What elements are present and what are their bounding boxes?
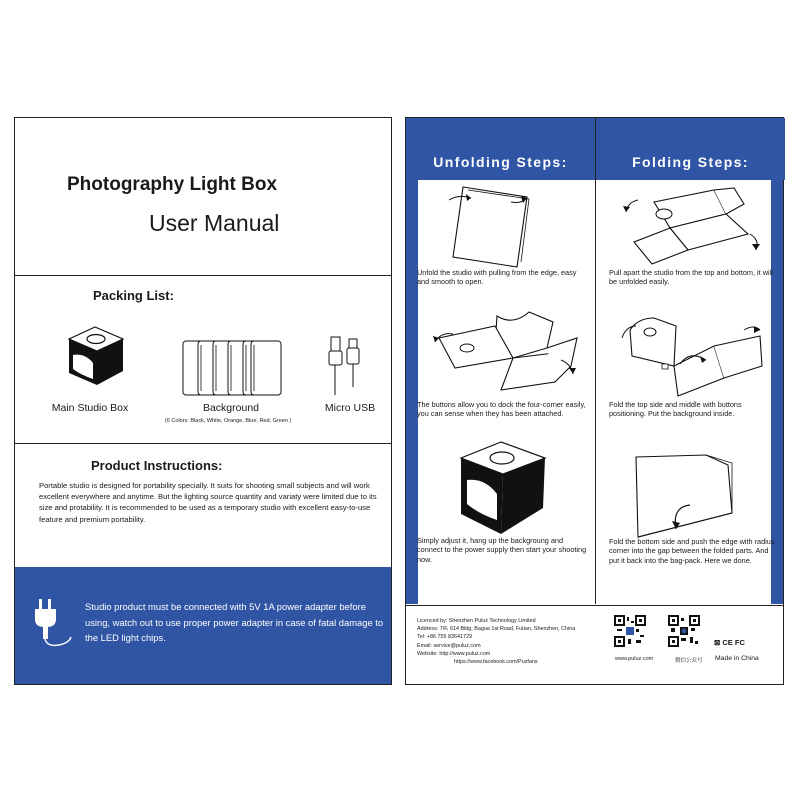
packing-item-micro-usb: Micro USB (324, 402, 376, 414)
steps-panel (405, 117, 784, 685)
made-in-china: Made in China (715, 655, 759, 662)
unfold-step-3-image (451, 438, 551, 538)
folding-title: Folding Steps: (632, 154, 749, 170)
power-warning-banner (15, 567, 391, 684)
qr-code-website (614, 615, 646, 647)
unfolding-header (406, 118, 595, 180)
company-licensed: Licenced by: Shenzhen Puluz Technology Limited (417, 618, 536, 624)
divider (15, 275, 391, 276)
unfold-step-1-text: Unfold the studio with pulling from the edge, easy and smooth to open. (417, 268, 577, 287)
qr-wechat-caption: 微信公众号 (675, 658, 703, 664)
qr-code-wechat (668, 615, 700, 647)
backgrounds-image (181, 339, 283, 397)
company-email: Email: service@puluz.com (417, 643, 481, 649)
unfold-step-2-text: The buttons allow you to dock the four-corner easily, you can sense when they has been attached. (417, 400, 586, 419)
fold-step-1-image (618, 184, 768, 272)
packing-item-studio-box: Main Studio Box (51, 402, 129, 414)
fold-step-3-text: Fold the bottom side and push the edge with radius corner into the gap between the folded parts. And put it back into the bag-pack. Here we done. (609, 537, 775, 565)
manual-subtitle: User Manual (149, 210, 280, 236)
power-warning-text: Studio product must be connected with 5V 1A power adapter before using, watch out to use proper power adapter in case of fatal damage to the LED light chips. (85, 601, 384, 643)
studio-box-image (55, 325, 130, 397)
column-divider (595, 118, 596, 604)
packing-item-background: Background (202, 402, 260, 414)
fold-step-1-text: Pull apart the studio from the top and bottom, it will be unfolded easily. (609, 268, 773, 287)
unfold-step-1-image (441, 182, 531, 270)
manual-title: Photography Light Box (67, 174, 278, 195)
manual-cover-panel (14, 117, 392, 685)
fold-step-2-image (614, 308, 769, 403)
unfolding-title: Unfolding Steps: (433, 154, 568, 170)
background-colors-note: (6 Colors: Black, White, Orange, Blue, Red, Green ) (165, 418, 292, 424)
footer-divider (406, 605, 783, 606)
micro-usb-cable-image (327, 335, 363, 403)
company-facebook: https://www.facebook.com/Puzfans (454, 659, 538, 665)
certification-marks: ⊠ CE FC (714, 638, 745, 647)
folding-header (596, 118, 785, 180)
product-instructions-heading: Product Instructions: (91, 458, 223, 473)
fold-step-2-text: Fold the top side and middle with buttons positioning. Put the background inside. (609, 400, 742, 419)
power-plug-icon (33, 597, 77, 649)
fold-step-3-image (628, 453, 758, 543)
company-tel: Tel: +86 755 83641729 (417, 634, 473, 640)
divider (15, 443, 391, 444)
company-website: Website: http://www.puluz.com (417, 651, 491, 657)
product-instructions-text: Portable studio is designed for portability specially. It suits for shooting small subjects and will work excellent everywhere and anytime. But the lighting source quantity and variaty were limited due to its size and protability. It is recommended to be used as a temporary studio with excellent easy-to-use feature and premium portability. (39, 481, 377, 524)
company-address: Address: 7/F, 614 Bldg, Bagua 1st Road, Futian, Shenzhen, China (417, 626, 576, 632)
qr-website-caption: www.puluz.com (615, 656, 654, 662)
unfold-step-3-text: Simply adjust it, hang up the backgroung and connect to the power supply then start your shooting now. (417, 536, 587, 564)
unfold-step-2-image (431, 308, 586, 403)
packing-list-heading: Packing List: (93, 288, 174, 303)
